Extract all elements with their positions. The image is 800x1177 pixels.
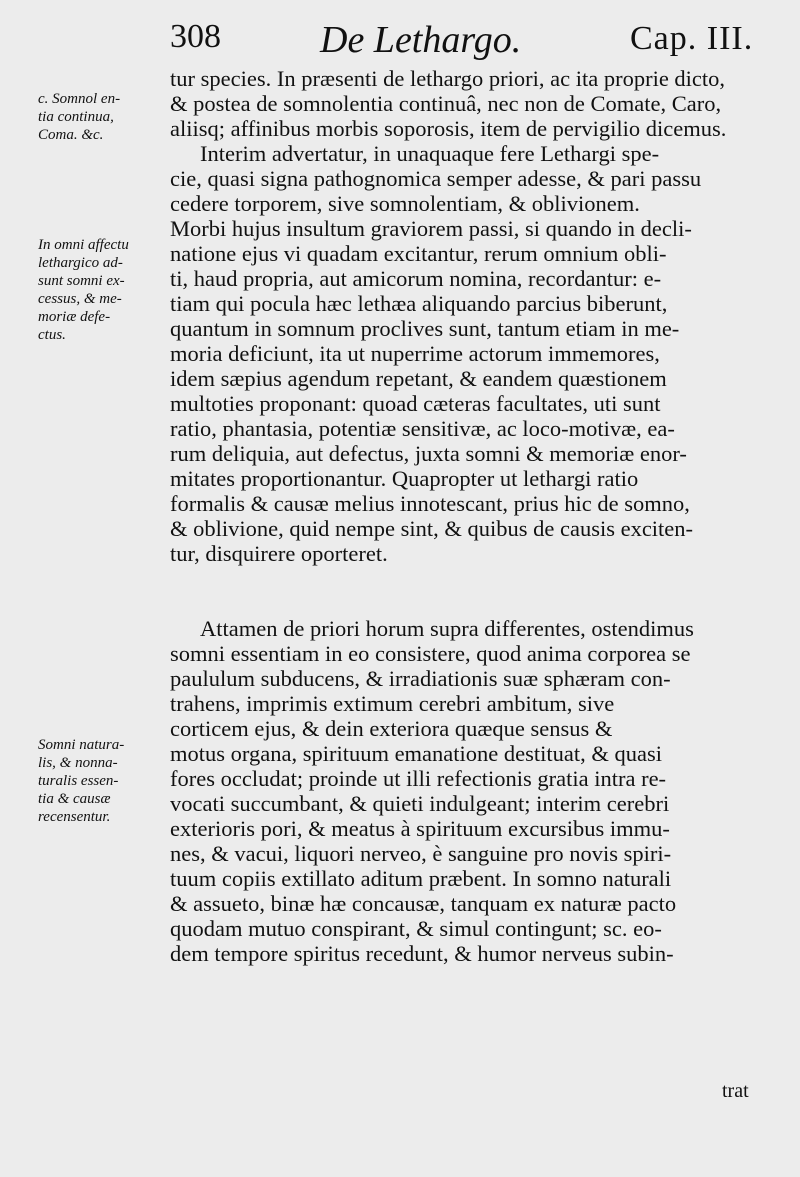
text-line: idem sæpius agendum repetant, & eandem quæstionem	[170, 366, 667, 391]
text-line: & postea de somnolentia continuâ, nec non de Comate, Caro,	[170, 91, 722, 116]
text-line: quodam mutuo conspirant, & simul contingunt; sc. eo-	[170, 916, 662, 941]
margin-line: recensentur.	[38, 809, 111, 825]
text-line: quantum in somnum proclives sunt, tantum etiam in me-	[170, 316, 680, 341]
text-line: cedere torporem, sive somnolentiam, & oblivionem.	[170, 191, 640, 216]
body-text	[170, 66, 790, 966]
text-line: moria deficiunt, ita ut nuperrime actorum immemores,	[170, 341, 660, 366]
text-line: vocati succumbant, & quieti indulgeant; interim cerebri	[170, 791, 670, 816]
margin-line: turalis essen-	[38, 773, 119, 789]
text-line: aliisq; affinibus morbis soporosis, item de pervigilio dicemus.	[170, 116, 727, 141]
text-line: motus organa, spirituum emanatione destituat, & quasi	[170, 741, 663, 766]
text-line: multoties proponant: quoad cæteras facultates, uti sunt	[170, 391, 661, 416]
text-line: rum deliquia, aut defectus, juxta somni & memoriæ enor-	[170, 441, 687, 466]
text-line: Interim advertatur, in unaquaque fere Lethargi spe-	[200, 141, 660, 166]
margin-line: lethargico ad-	[38, 255, 123, 271]
text-line: & oblivione, quid nempe sint, & quibus de causis exciten-	[170, 516, 694, 541]
margin-line: tia continua,	[38, 109, 114, 125]
text-line: formalis & causæ melius innotescant, prius hic de somno,	[170, 491, 690, 516]
text-line: corticem ejus, & dein exteriora quæque sensus &	[170, 716, 613, 741]
page-number: 308	[170, 18, 221, 55]
margin-line: cessus, & me-	[38, 291, 122, 307]
text-line: Attamen de priori horum supra differentes, ostendimus	[200, 616, 694, 641]
margin-note-1	[38, 90, 166, 144]
text-line: tur, disquirere oporteret.	[170, 541, 388, 566]
text-line: paululum subducens, & irradiationis suæ sphæram con-	[170, 666, 671, 691]
chapter-label: Cap. III.	[630, 20, 754, 57]
text-line: fores occludat; proinde ut illi refectionis gratia intra re-	[170, 766, 667, 791]
margin-line: lis, & nonna-	[38, 755, 118, 771]
text-line	[170, 566, 790, 591]
margin-line: tia & causæ	[38, 791, 111, 807]
text-line: nes, & vacui, liquori nerveo, è sanguine pro novis spiri-	[170, 841, 672, 866]
margin-line: In omni affectu	[38, 237, 129, 253]
text-line: somni essentiam in eo consistere, quod anima corporea se	[170, 641, 691, 666]
margin-line: moriæ defe-	[38, 309, 111, 325]
text-line: natione ejus vi quadam excitantur, rerum omnium obli-	[170, 241, 667, 266]
text-line: exterioris pori, & meatus à spirituum excursibus immu-	[170, 816, 670, 841]
text-line: tiam qui pocula hæc lethæa aliquando parcius biberunt,	[170, 291, 668, 316]
text-line: ti, haud propria, aut amicorum nomina, recordantur: e-	[170, 266, 662, 291]
text-line: cie, quasi signa pathognomica semper adesse, & pari passu	[170, 166, 702, 191]
margin-line: Coma. &c.	[38, 127, 104, 143]
running-title: De Lethargo.	[320, 19, 522, 61]
margin-line: ctus.	[38, 327, 66, 343]
margin-note-2	[38, 236, 166, 344]
text-line: & assueto, binæ hæ concausæ, tanquam ex naturæ pacto	[170, 891, 677, 916]
text-line: mitates proportionantur. Quapropter ut lethargi ratio	[170, 466, 639, 491]
text-line: dem tempore spiritus recedunt, & humor nerveus subin-	[170, 941, 674, 966]
text-line: Morbi hujus insultum graviorem passi, si quando in decli-	[170, 216, 692, 241]
page-header	[0, 12, 800, 60]
text-line: ratio, phantasia, potentiæ sensitivæ, ac loco-motivæ, ea-	[170, 416, 675, 441]
text-line: tuum copiis extillato aditum præbent. In somno naturali	[170, 866, 672, 891]
catchword: trat	[722, 1080, 749, 1102]
margin-note-3	[38, 736, 166, 826]
text-line: tur species. In præsenti de lethargo priori, ac ita proprie dicto,	[170, 66, 726, 91]
text-line	[170, 591, 790, 616]
text-line: trahens, imprimis extimum cerebri ambitum, sive	[170, 691, 615, 716]
margin-line: c. Somnol en-	[38, 91, 121, 107]
margin-line: Somni natura-	[38, 737, 125, 753]
margin-line: sunt somni ex-	[38, 273, 125, 289]
